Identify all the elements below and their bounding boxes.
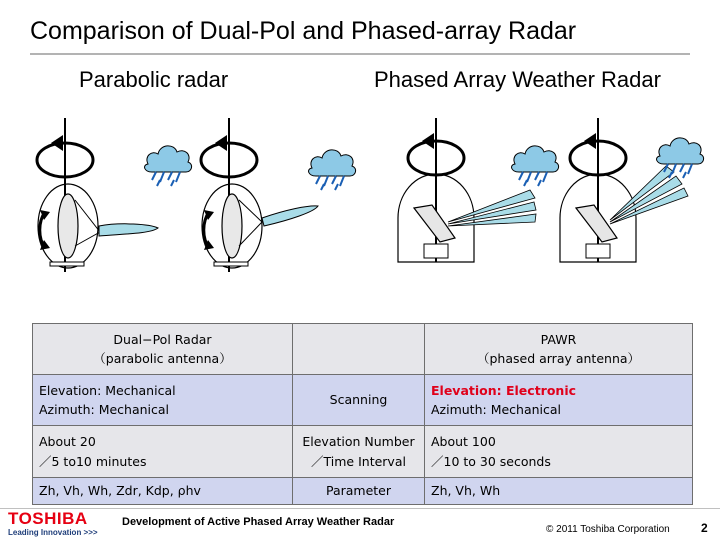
toshiba-logo (8, 510, 98, 538)
phased-array-radar-1 (398, 118, 559, 262)
header-pawr: PAWR （phased array antenna） (425, 324, 693, 375)
table-row (33, 426, 693, 478)
parabolic-radar-1 (37, 118, 192, 272)
table-row (33, 375, 693, 426)
parabolic-radar-2 (201, 118, 356, 272)
footer-divider (0, 508, 720, 509)
subhead-parabolic: Parabolic radar (79, 67, 229, 92)
slide-title: Comparison of Dual-Pol and Phased-array Radar (30, 17, 577, 45)
subhead-phased-array: Phased Array Weather Radar (374, 67, 661, 92)
footer-copyright: © 2011 Toshiba Corporation (546, 524, 670, 535)
title-divider (30, 53, 690, 55)
scanning-label: Scanning (293, 375, 425, 426)
footer-presentation-title: Development of Active Phased Array Weather Radar (122, 516, 395, 528)
scanning-dual-pol: Elevation: Mechanical Azimuth: Mechanical (33, 375, 293, 426)
radar-diagram (0, 100, 720, 275)
table-row (33, 324, 693, 375)
parameter-label: Parameter (293, 478, 425, 505)
header-dual-pol: Dual−Pol Radar （parabolic antenna） (33, 324, 293, 375)
logo-tagline: Leading Innovation >>> (8, 528, 98, 537)
table-row (33, 478, 693, 505)
scanning-pawr: Elevation: Electronic Azimuth: Mechanical (425, 375, 693, 426)
interval-dual-pol: About 20 ／5 to10 minutes (33, 426, 293, 478)
logo-word: TOSHIBA (8, 509, 88, 528)
page-number: 2 (701, 521, 708, 535)
interval-label: Elevation Number ／Time Interval (293, 426, 425, 478)
interval-pawr: About 100 ／10 to 30 seconds (425, 426, 693, 478)
phased-array-radar-2 (560, 118, 704, 262)
header-blank (293, 324, 425, 375)
parameter-dual-pol: Zh, Vh, Wh, Zdr, Kdp, ρhv (33, 478, 293, 505)
comparison-table (32, 323, 693, 505)
parameter-pawr: Zh, Vh, Wh (425, 478, 693, 505)
